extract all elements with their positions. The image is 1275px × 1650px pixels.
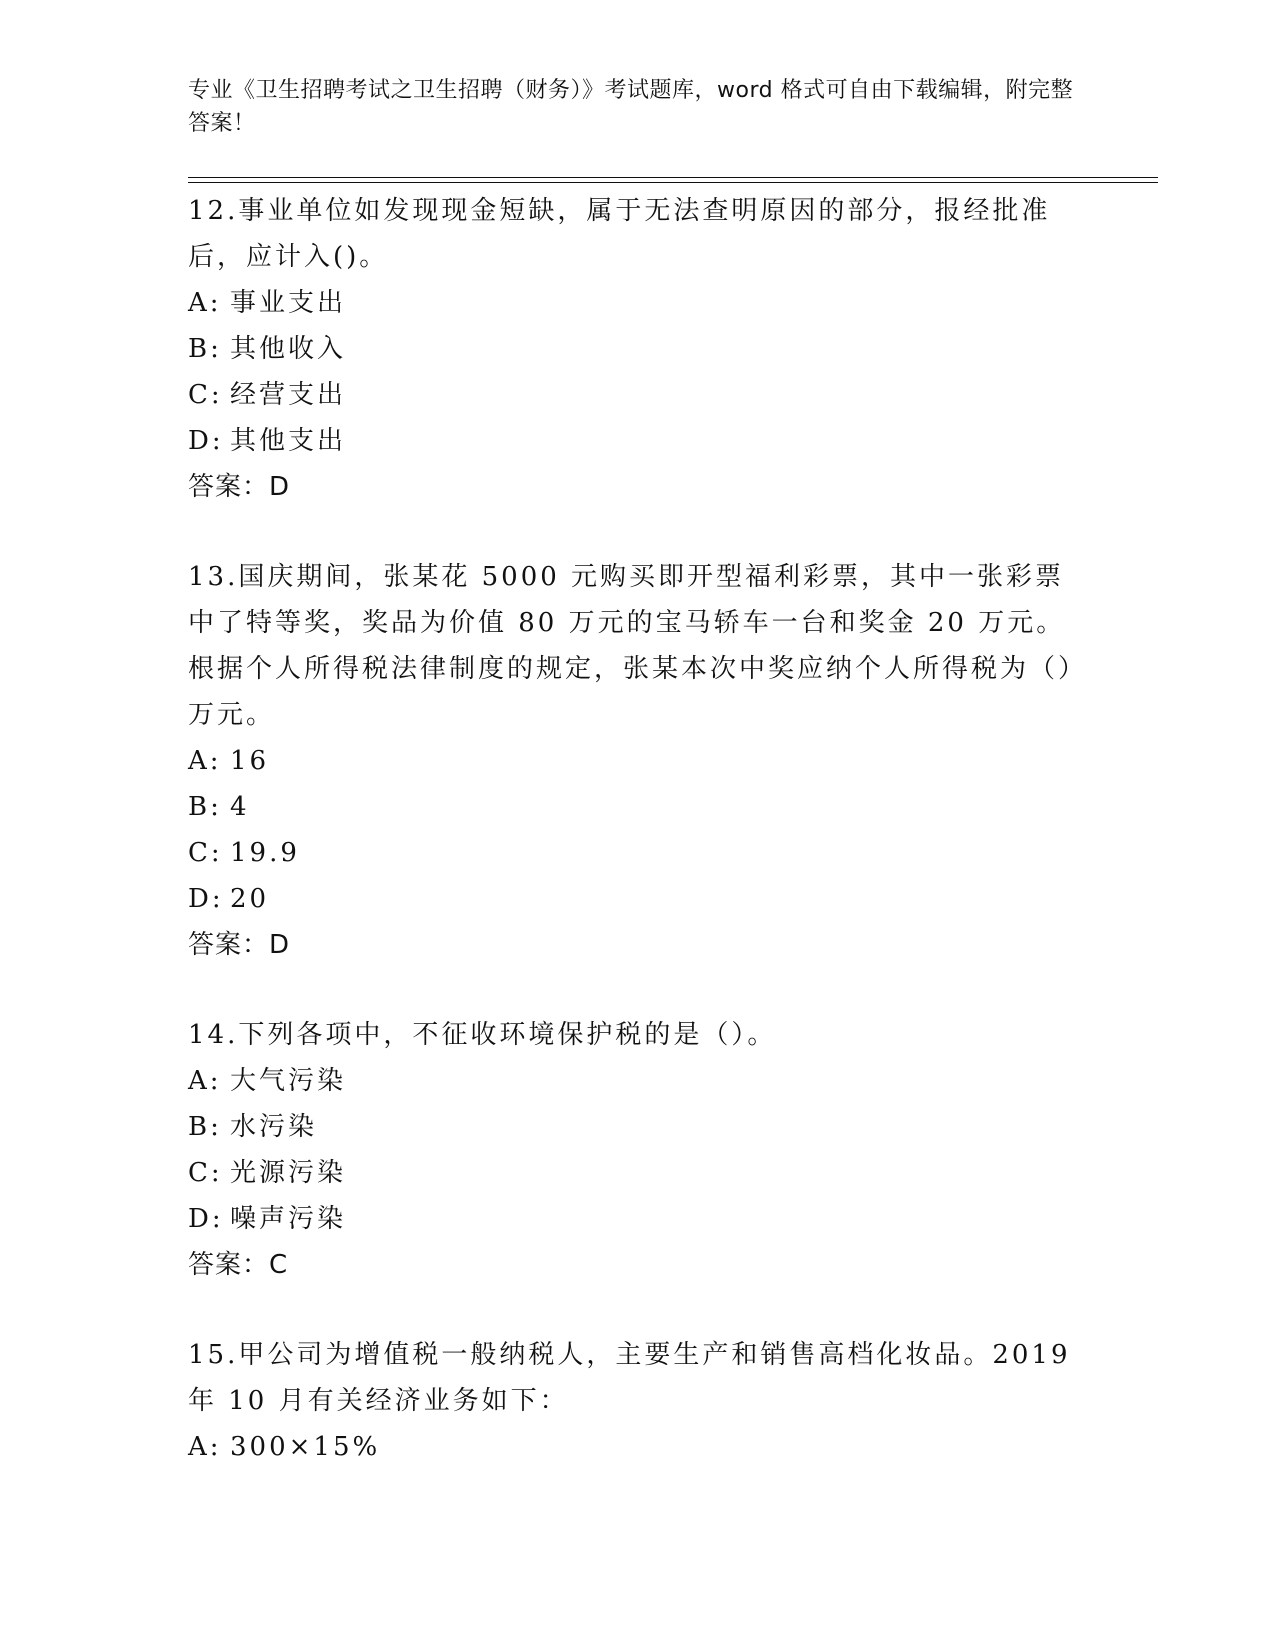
option-a [188,280,1078,326]
option-c [188,372,1078,418]
option-b [188,1104,1078,1150]
option-text: 经营支出 [230,380,347,410]
option-text: 水污染 [230,1112,318,1142]
option-letter: C: [188,838,223,868]
question-12 [188,188,1078,510]
option-text: 19.9 [230,838,300,868]
option-a [188,1424,1078,1470]
question-stem: 13.国庆期间，张某花 5000 元购买即开型福利彩票，其中一张彩票中了特等奖，奖品为价值 80 万元的宝马轿车一台和奖金 20 万元。根据个人所得税法律制度的规定，张某本次中奖应纳个人所得税为（）万元。 [188,562,1075,730]
option-text: 4 [230,792,250,822]
answer-line [188,922,1078,968]
header-divider-line [188,177,1158,178]
answer-label: 答案： [188,930,270,960]
option-letter: C: [188,380,223,410]
question-stem: 14.下列各项中，不征收环境保护税的是（）。 [188,1020,777,1050]
option-d [188,1196,1078,1242]
answer-line [188,464,1078,510]
option-text: 16 [230,746,270,776]
option-c [188,830,1078,876]
question-stem: 15.甲公司为增值税一般纳税人，主要生产和销售高档化妆品。2019 年 10 月有关经济业务如下： [188,1340,1071,1416]
option-b [188,784,1078,830]
option-text: 20 [230,884,270,914]
option-letter: D: [188,426,224,456]
option-text: 事业支出 [230,288,347,318]
document-header: 专业《卫生招聘考试之卫生招聘（财务）》考试题库，word 格式可自由下载编辑，附完整答案！ [188,78,1074,136]
option-letter: B: [188,1112,222,1142]
option-text: 噪声污染 [230,1204,347,1234]
option-d [188,418,1078,464]
option-letter: A: [188,1066,222,1096]
answer-line [188,1242,1078,1288]
question-13 [188,554,1078,968]
option-letter: A: [188,746,222,776]
option-letter: C: [188,1158,223,1188]
question-stem: 12.事业单位如发现现金短缺，属于无法查明原因的部分，报经批准后，应计入()。 [188,196,1051,272]
answer-value: D [269,472,291,502]
option-letter: A: [188,288,222,318]
option-text: 光源污染 [230,1158,347,1188]
option-letter: B: [188,334,222,364]
option-text: 其他收入 [230,334,347,364]
option-c [188,1150,1078,1196]
option-text: 大气污染 [230,1066,347,1096]
option-letter: D: [188,884,224,914]
answer-label: 答案： [188,472,270,502]
option-d [188,876,1078,922]
question-14 [188,1012,1078,1288]
option-letter: B: [188,792,222,822]
answer-label: 答案： [188,1250,270,1280]
option-text: 其他支出 [230,426,347,456]
option-letter: D: [188,1204,224,1234]
header-divider-line-double [188,182,1158,183]
answer-value: D [269,930,291,960]
question-15 [188,1332,1078,1470]
option-text: 300×15% [230,1432,381,1462]
option-letter: A: [188,1432,222,1462]
option-b [188,326,1078,372]
option-a [188,1058,1078,1104]
option-a [188,738,1078,784]
answer-value: C [269,1250,289,1280]
